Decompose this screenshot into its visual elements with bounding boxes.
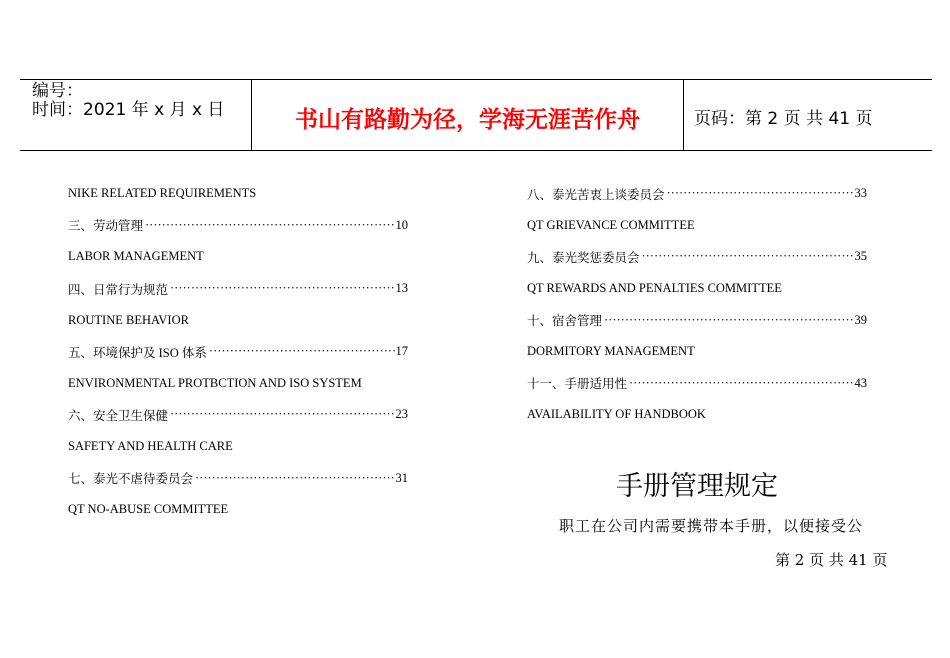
toc-entry-page: 23 xyxy=(395,407,408,422)
toc-entry-title: 九、泰光奖惩委员会 xyxy=(527,250,640,265)
toc-entry-page: 39 xyxy=(854,312,867,327)
toc-right-column xyxy=(527,178,867,431)
document-time-label: 时间：2021 年 x 月 x 日 xyxy=(32,100,225,120)
header-page-label: 页码：第 2 页 共 41 页 xyxy=(694,108,873,129)
toc-entry-title: 五、环境保护及 ISO 体系 xyxy=(68,345,207,360)
toc-dot-leader xyxy=(207,344,396,359)
toc-entry-title: 六、安全卫生保健 xyxy=(68,408,169,423)
header-motto-cell xyxy=(252,80,684,150)
section-body-text: 职工在公司内需要携带本手册，以便接受公 xyxy=(559,517,864,535)
toc-left-column xyxy=(68,178,408,526)
toc-entry xyxy=(68,273,408,305)
page-footer: 第 2 页 共 41 页 xyxy=(775,551,888,569)
toc-entry-page: 35 xyxy=(854,249,867,264)
toc-dot-leader xyxy=(143,218,395,233)
toc-english-heading: DORMITORY MANAGEMENT xyxy=(527,344,695,359)
toc-entry-page: 13 xyxy=(395,281,408,296)
toc-english-heading: SAFETY AND HEALTH CARE xyxy=(68,439,233,454)
toc-dot-leader xyxy=(602,313,854,328)
toc-dot-leader xyxy=(627,376,854,391)
toc-dot-leader xyxy=(168,407,395,422)
toc-entry xyxy=(68,210,408,242)
toc-entry xyxy=(68,399,408,431)
toc-entry-title: 七、泰光不虐待委员会 xyxy=(68,472,194,487)
toc-english-heading: ENVIRONMENTAL PROTBCTION AND ISO SYSTEM xyxy=(68,375,362,390)
header-meta-cell xyxy=(20,80,252,150)
toc-entry xyxy=(68,336,408,368)
toc-english-heading: LABOR MANAGEMENT xyxy=(68,249,204,264)
toc-english-heading: QT REWARDS AND PENALTIES COMMITTEE xyxy=(527,281,782,296)
toc-dot-leader xyxy=(665,186,855,201)
document-number-label: 编号： xyxy=(32,81,83,101)
toc-entry-page: 43 xyxy=(854,375,867,390)
toc-entry xyxy=(527,241,867,273)
toc-entry-title: 十一、手册适用性 xyxy=(527,377,628,392)
toc-entry xyxy=(527,368,867,400)
toc-entry-title: 十、宿舍管理 xyxy=(527,314,603,329)
toc-english-heading: AVAILABILITY OF HANDBOOK xyxy=(527,407,706,422)
toc-dot-leader xyxy=(193,471,395,486)
toc-dot-leader xyxy=(168,281,395,296)
header-motto: 书山有路勤为径，学海无涯苦作舟 xyxy=(295,105,640,133)
toc-english-heading: NIKE RELATED REQUIREMENTS xyxy=(68,186,257,201)
toc-entry-page: 17 xyxy=(395,344,408,359)
section-title: 手册管理规定 xyxy=(616,471,778,502)
toc-english-heading: QT NO-ABUSE COMMITTEE xyxy=(68,502,229,517)
toc-entry-page: 33 xyxy=(854,186,867,201)
toc-entry xyxy=(68,462,408,494)
toc-entry-title: 三、劳动管理 xyxy=(68,219,144,234)
toc-entry-title: 八、泰光苦衷上谈委员会 xyxy=(527,187,665,202)
toc-english-heading: ROUTINE BEHAVIOR xyxy=(68,312,189,327)
toc-entry xyxy=(527,178,867,210)
document-header xyxy=(20,79,932,151)
header-page-cell xyxy=(684,80,932,150)
toc-english-heading: QT GRIEVANCE COMMITTEE xyxy=(527,217,695,232)
toc-dot-leader xyxy=(640,249,855,264)
toc-entry-page: 10 xyxy=(395,217,408,232)
toc-entry-page: 31 xyxy=(395,470,408,485)
toc-entry xyxy=(527,304,867,336)
toc-entry-title: 四、日常行为规范 xyxy=(68,282,169,297)
